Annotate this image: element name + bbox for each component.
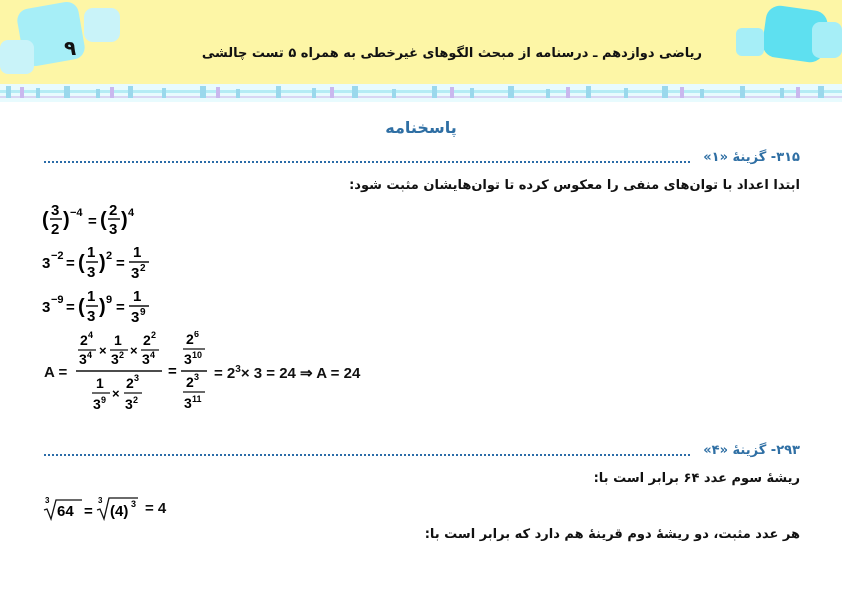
svg-text:=: = bbox=[168, 363, 177, 380]
svg-text:×: × bbox=[99, 343, 107, 358]
svg-text:3: 3 bbox=[51, 202, 60, 219]
svg-text:−9: −9 bbox=[51, 294, 64, 306]
svg-text:×: × bbox=[112, 386, 120, 401]
svg-text:1: 1 bbox=[87, 244, 96, 261]
svg-text:3: 3 bbox=[98, 496, 103, 505]
question-label: ۳۱۵- گزینهٔ «۱» bbox=[703, 150, 800, 165]
question-315-header bbox=[44, 150, 800, 166]
svg-text:(: ( bbox=[42, 209, 49, 231]
svg-text:3: 3 bbox=[142, 351, 150, 367]
svg-text:3: 3 bbox=[184, 351, 192, 367]
svg-text:4: 4 bbox=[128, 207, 135, 219]
svg-text:2: 2 bbox=[51, 221, 60, 238]
svg-text:2: 2 bbox=[151, 331, 157, 340]
question-293-line-2: هر عدد مثبت، دو ریشهٔ دوم قرینهٔ هم دارد که برابر است با: bbox=[424, 527, 800, 542]
svg-text:4: 4 bbox=[87, 350, 93, 360]
svg-text:3: 3 bbox=[109, 221, 118, 238]
svg-text:2: 2 bbox=[80, 332, 88, 348]
svg-text:2: 2 bbox=[186, 374, 194, 390]
svg-text:11: 11 bbox=[192, 394, 202, 404]
header-title: ریاضی دوازدهم ـ درسنامه از مبحث الگوهای غیرخطی به همراه ۵ تست چالشی bbox=[201, 46, 702, 61]
svg-text:4: 4 bbox=[88, 331, 94, 340]
svg-text:64: 64 bbox=[57, 503, 74, 520]
svg-text:1: 1 bbox=[96, 375, 104, 391]
svg-text:3: 3 bbox=[42, 299, 51, 316]
svg-text:1: 1 bbox=[114, 332, 122, 348]
equation-1 bbox=[40, 200, 160, 240]
svg-text:4: 4 bbox=[150, 350, 156, 360]
svg-text:3: 3 bbox=[111, 351, 119, 367]
svg-text:−2: −2 bbox=[51, 250, 64, 262]
svg-text:3: 3 bbox=[87, 264, 96, 281]
svg-text:3: 3 bbox=[194, 372, 200, 382]
svg-text:1: 1 bbox=[133, 244, 142, 261]
svg-text:2: 2 bbox=[133, 395, 139, 405]
svg-text:): ) bbox=[99, 296, 106, 318]
question-293-header bbox=[44, 443, 800, 459]
svg-text:1: 1 bbox=[87, 288, 96, 305]
svg-text:(: ( bbox=[78, 252, 85, 274]
svg-text:6: 6 bbox=[194, 331, 200, 339]
svg-text:3: 3 bbox=[125, 396, 133, 412]
equation-a-lhs: A = bbox=[44, 364, 68, 381]
question-label: ۲۹۳- گزینهٔ «۴» bbox=[703, 443, 800, 458]
svg-text:2: 2 bbox=[143, 332, 151, 348]
svg-text:1: 1 bbox=[133, 288, 142, 305]
svg-text:×: × bbox=[130, 343, 138, 358]
svg-text:=: = bbox=[84, 503, 93, 520]
svg-text:3: 3 bbox=[131, 499, 137, 509]
svg-text:3: 3 bbox=[131, 265, 140, 282]
svg-text:3: 3 bbox=[93, 396, 101, 412]
svg-text:3: 3 bbox=[131, 309, 140, 326]
svg-text:9: 9 bbox=[140, 307, 146, 318]
svg-text:−4: −4 bbox=[70, 207, 83, 219]
svg-text:=: = bbox=[116, 255, 125, 272]
cube-root-equation bbox=[42, 494, 202, 524]
svg-text:=: = bbox=[66, 255, 75, 272]
svg-text:3: 3 bbox=[134, 373, 140, 383]
svg-text:10: 10 bbox=[192, 350, 203, 360]
cube-root-result: = 4 bbox=[145, 500, 167, 517]
svg-text:(4): (4) bbox=[110, 503, 129, 520]
question-293-line-1: ریشهٔ سوم عدد ۶۴ برابر است با: bbox=[593, 471, 800, 486]
equation-a-result bbox=[214, 364, 360, 382]
equation-3 bbox=[40, 286, 170, 328]
dotted-separator bbox=[44, 454, 690, 456]
svg-text:2: 2 bbox=[119, 350, 125, 360]
svg-text:(: ( bbox=[100, 209, 107, 231]
svg-text:2: 2 bbox=[126, 375, 134, 391]
svg-text:3: 3 bbox=[45, 496, 50, 505]
svg-text:2: 2 bbox=[186, 331, 194, 347]
svg-text:3: 3 bbox=[184, 395, 192, 411]
svg-text:2: 2 bbox=[106, 250, 113, 262]
svg-text:=: = bbox=[66, 299, 75, 316]
svg-text:): ) bbox=[121, 209, 128, 231]
section-title: پاسخنامه bbox=[385, 118, 457, 137]
svg-text:3: 3 bbox=[79, 351, 87, 367]
svg-text:=: = bbox=[116, 299, 125, 316]
equation-a-mid-exponent: 3 bbox=[235, 364, 241, 375]
svg-text:): ) bbox=[63, 209, 70, 231]
svg-text:=: = bbox=[88, 213, 97, 230]
svg-text:3: 3 bbox=[42, 255, 51, 272]
svg-text:9: 9 bbox=[106, 294, 113, 306]
svg-text:(: ( bbox=[78, 296, 85, 318]
equation-a-tail: × 3 = 24 ⇒ A = 24 bbox=[240, 365, 361, 382]
svg-text:): ) bbox=[99, 252, 106, 274]
question-315-intro: ابتدا اعداد با توان‌های منفی را معکوس کرده تا توان‌هایشان مثبت شود: bbox=[349, 178, 800, 193]
svg-text:2: 2 bbox=[109, 202, 118, 219]
svg-text:9: 9 bbox=[101, 395, 107, 405]
svg-text:2: 2 bbox=[140, 263, 146, 274]
equation-a bbox=[44, 331, 444, 421]
svg-text:3: 3 bbox=[87, 308, 96, 325]
header-stripes bbox=[0, 84, 842, 102]
equation-a-mid: = 2 bbox=[214, 365, 236, 382]
equation-2 bbox=[40, 242, 170, 284]
dotted-separator bbox=[44, 161, 690, 163]
page-number: ۹ bbox=[64, 36, 77, 60]
cube-root-expression bbox=[42, 494, 142, 524]
